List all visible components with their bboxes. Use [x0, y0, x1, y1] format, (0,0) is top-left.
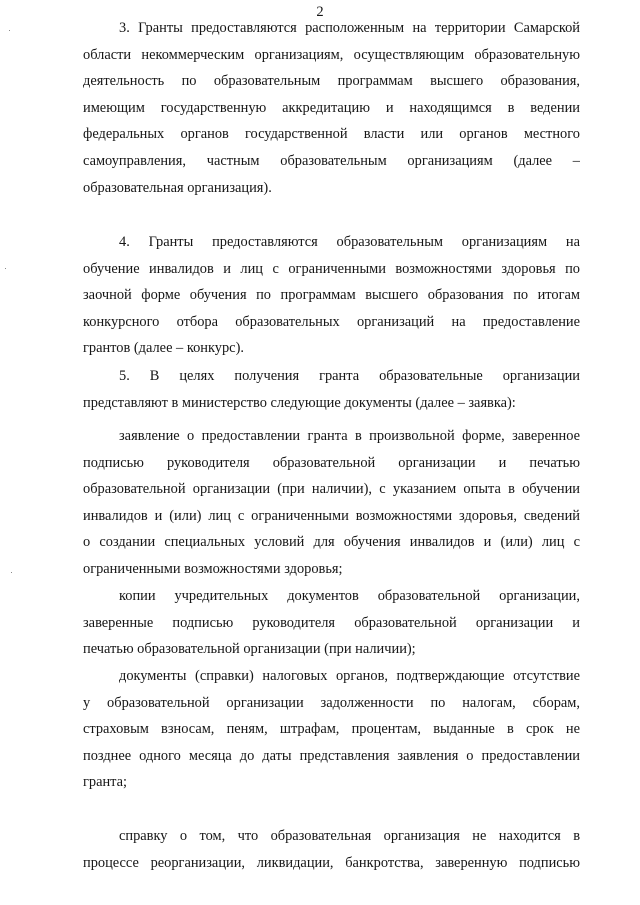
paragraph-reorganization-certificate: [83, 823, 580, 876]
text-line: подписью руководителя образовательной организации и печатью: [83, 454, 580, 471]
text-line: позднее одного месяца до даты представления заявления о предоставлении: [83, 747, 580, 764]
text-line: страховым взносам, пеням, штрафам, процентам, выданные в срок не: [83, 721, 580, 738]
text-line: у образовательной организации задолженности по налогам, сборам,: [83, 694, 580, 711]
text-line: заявление о предоставлении гранта в произвольной форме, заверенное: [119, 428, 580, 444]
text-line: 5. В целях получения гранта образовательные организации: [119, 368, 580, 384]
text-line: образовательная организация).: [83, 179, 272, 196]
text-line: 4. Гранты предоставляются образовательным организациям на: [119, 234, 580, 250]
text-line: федеральных органов государственной власти или органов местного: [83, 126, 580, 143]
text-line: справку о том, что образовательная организация не находится в: [119, 828, 580, 844]
scan-speck: [9, 30, 10, 31]
text-line: имеющим государственную аккредитацию и находящимся в ведении: [83, 99, 580, 116]
text-line: печатью образовательной организации (при наличии);: [83, 641, 416, 658]
page-number: 2: [316, 4, 324, 20]
text-line: процессе реорганизации, ликвидации, банкротства, заверенную подписью: [83, 854, 580, 871]
paragraph-item-5: [83, 363, 580, 416]
scan-speck: [11, 572, 12, 573]
text-line: обучение инвалидов и лиц с ограниченными возможностями здоровья по: [83, 260, 580, 277]
text-line: заверенные подписью руководителя образовательной организации и: [83, 614, 580, 631]
text-line: о создании специальных условий для обучения инвалидов и (или) лиц с: [83, 534, 580, 551]
scan-speck: [5, 268, 6, 269]
text-line: деятельность по образовательным программам высшего образования,: [83, 73, 580, 90]
text-line: области некоммерческим организациям, осуществляющим образовательную: [83, 46, 580, 63]
text-line: образовательной организации (при наличии), с указанием опыта в обучении: [83, 481, 580, 498]
text-line: заочной форме обучения по программам высшего образования по итогам: [83, 287, 580, 304]
paragraph-item-3: [83, 15, 580, 201]
text-line: грантов (далее – конкурс).: [83, 340, 244, 357]
paragraph-item-4: [83, 229, 580, 362]
paragraph-founding-documents: [83, 583, 580, 663]
text-line: ограниченными возможностями здоровья;: [83, 560, 343, 577]
text-line: гранта;: [83, 774, 128, 791]
text-line: самоуправления, частным образовательным организациям (далее –: [83, 152, 580, 169]
text-line: инвалидов и (или) лиц с ограниченными возможностями здоровья, сведений: [83, 507, 580, 524]
text-line: 3. Гранты предоставляются расположенным на территории Самарской: [119, 20, 580, 36]
text-line: копии учредительных документов образовательной организации,: [119, 588, 580, 604]
paragraph-tax-certificates: [83, 663, 580, 796]
text-line: документы (справки) налоговых органов, подтверждающие отсутствие: [119, 668, 580, 684]
paragraph-application: [83, 423, 580, 583]
text-line: представляют в министерство следующие документы (далее – заявка):: [83, 394, 516, 411]
text-line: конкурсного отбора образовательных организаций на предоставление: [83, 313, 580, 330]
